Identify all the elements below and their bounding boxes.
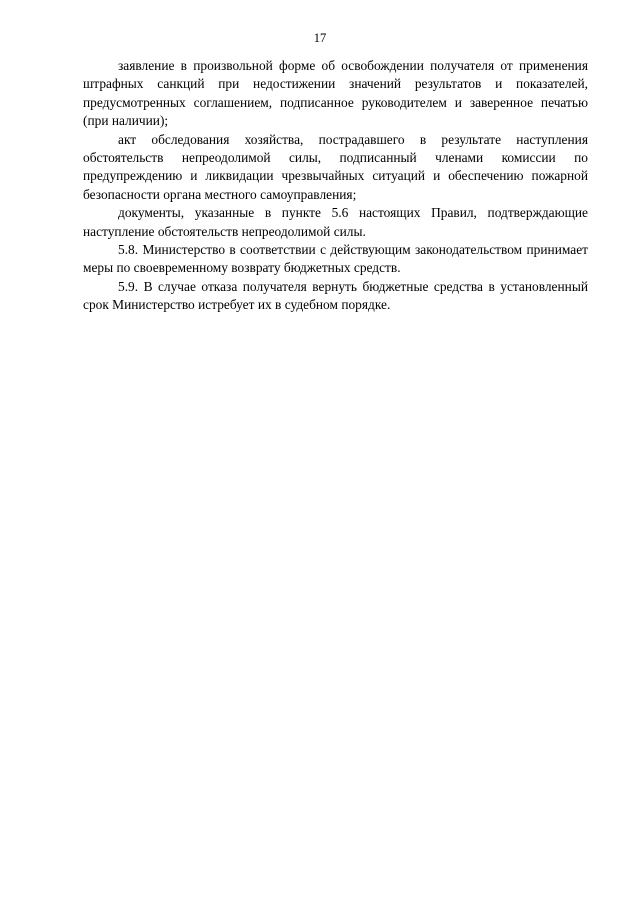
paragraph-clause-5-8: 5.8. Министерство в соответствии с действующим законодательством принимает меры по своевременному возврату бюджетных средств. (83, 242, 588, 276)
page-number: 17 (313, 31, 327, 45)
paragraph-supporting-documents: документы, указанные в пункте 5.6 настоящих Правил, подтверждающие наступление обстоятельств непреодолимой силы. (83, 205, 588, 239)
paragraph-clause-5-9: 5.9. В случае отказа получателя вернуть бюджетные средства в установленный срок Министерство истребует их в судебном порядке. (83, 278, 588, 313)
paragraph-inspection-act: акт обследования хозяйства, пострадавшего в результате наступления обстоятельств непреодолимой силы, подписанный членами комиссии по предупреждению и ликвидации чрезвычайных ситуаций и обеспечению пожарной безопасности органа местного самоуправления; (83, 131, 588, 202)
paragraph-application-statement: заявление в произвольной форме об освобождении получателя от применения штрафных санкций при недостижении значений результатов и показателей, предусмотренных соглашением, подписанное руководителем и заверенное печатью (при наличии); (83, 58, 588, 129)
document-body (83, 57, 588, 315)
